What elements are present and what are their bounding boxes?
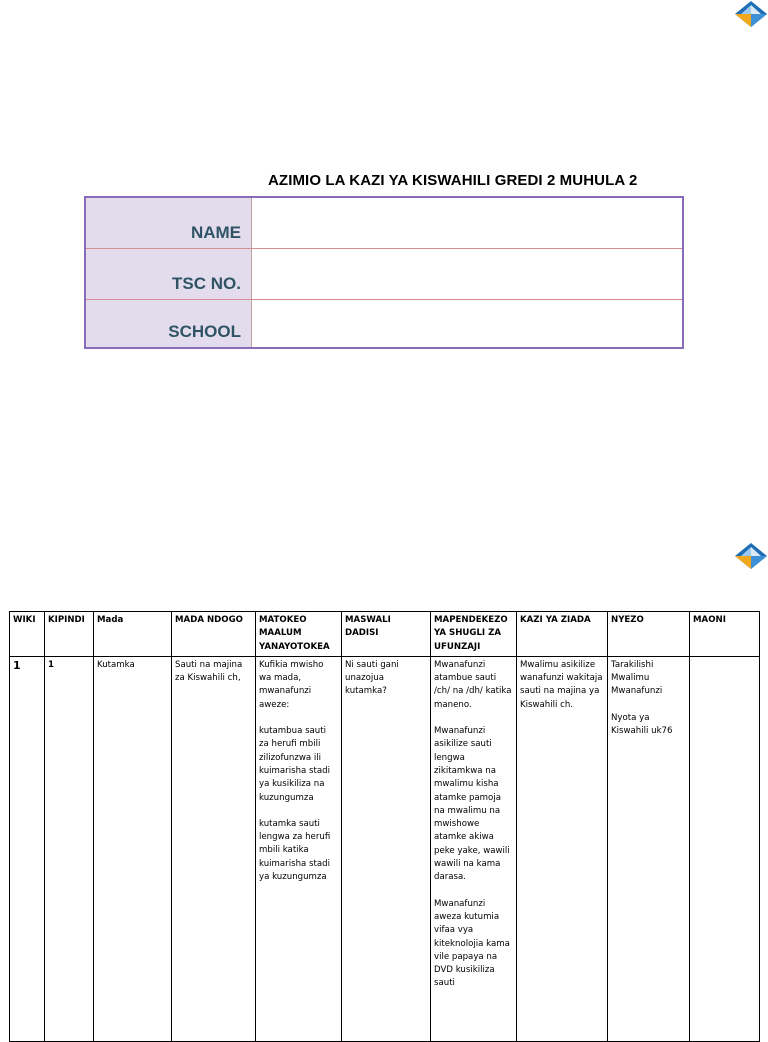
school-label: SCHOOL xyxy=(168,322,241,341)
cell-mada: Kutamka xyxy=(94,656,172,1041)
diamond-logo-icon xyxy=(734,542,768,570)
cell-kazi-ziada: Mwalimu asikilize wanafunzi wakitaja sauti na majina ya Kiswahili ch. xyxy=(517,656,608,1041)
school-field[interactable] xyxy=(252,300,682,347)
name-field[interactable] xyxy=(252,198,682,248)
school-row xyxy=(86,300,682,347)
col-header-mada-ndogo: MADA NDOGO xyxy=(172,612,256,657)
table-header-row xyxy=(10,612,760,657)
cell-wiki: 1 xyxy=(10,656,45,1041)
diamond-logo-icon xyxy=(734,0,768,28)
cell-nyezo: Tarakilishi Mwalimu Mwanafunzi Nyota ya Kiswahili uk76 xyxy=(608,656,690,1041)
col-header-mapendekezo: MAPENDEKEZO YA SHUGLI ZA UFUNZAJI xyxy=(431,612,517,657)
tsc-field[interactable] xyxy=(252,249,682,299)
scheme-of-work-table xyxy=(9,611,760,1042)
col-header-maoni: MAONI xyxy=(690,612,760,657)
cell-mapendekezo: Mwanafunzi atambue sauti /ch/ na /dh/ katika maneno. Mwanafunzi asikilize sauti lengwa zikitamkwa na mwalimu kisha atamke pamoja na mwalimu na mwishowe atamke akiwa peke yake, wawili wawili na kama darasa. Mwanafunzi aweza kutumia vifaa vya kiteknolojia kama vile papaya na DVD kusikiliza sauti xyxy=(431,656,517,1041)
table-row xyxy=(10,656,760,1041)
col-header-mada: Mada xyxy=(94,612,172,657)
document-title: AZIMIO LA KAZI YA KISWAHILI GREDI 2 MUHULA 2 xyxy=(268,172,638,189)
cell-maoni xyxy=(690,656,760,1041)
name-label: NAME xyxy=(190,223,241,242)
col-header-kazi-ziada: KAZI YA ZIADA xyxy=(517,612,608,657)
col-header-nyezo: NYEZO xyxy=(608,612,690,657)
col-header-wiki: WIKI xyxy=(10,612,45,657)
cell-matokeo: Kufikia mwisho wa mada, mwanafunzi aweze: kutambua sauti za herufi mbili zilizofunzwa ili kuimarisha stadi ya kusikiliza na kuzungumza kutamka sauti lengwa za herufi mbili katika kuimarisha stadi ya kuzungumza xyxy=(256,656,342,1041)
col-header-maswali: MASWALI DADISI xyxy=(342,612,431,657)
col-header-kipindi: KIPINDI xyxy=(45,612,94,657)
tsc-row xyxy=(86,249,682,299)
cell-mada-ndogo: Sauti na majina za Kiswahili ch, xyxy=(172,656,256,1041)
cell-kipindi: 1 xyxy=(45,656,94,1041)
teacher-info-box xyxy=(84,196,684,349)
name-row xyxy=(86,198,682,248)
logo-top xyxy=(734,0,768,28)
logo-second xyxy=(734,542,768,570)
tsc-label: TSC NO. xyxy=(172,274,241,293)
col-header-matokeo: MATOKEO MAALUM YANAYOTOKEA xyxy=(256,612,342,657)
cell-maswali: Ni sauti gani unazojua kutamka? xyxy=(342,656,431,1041)
